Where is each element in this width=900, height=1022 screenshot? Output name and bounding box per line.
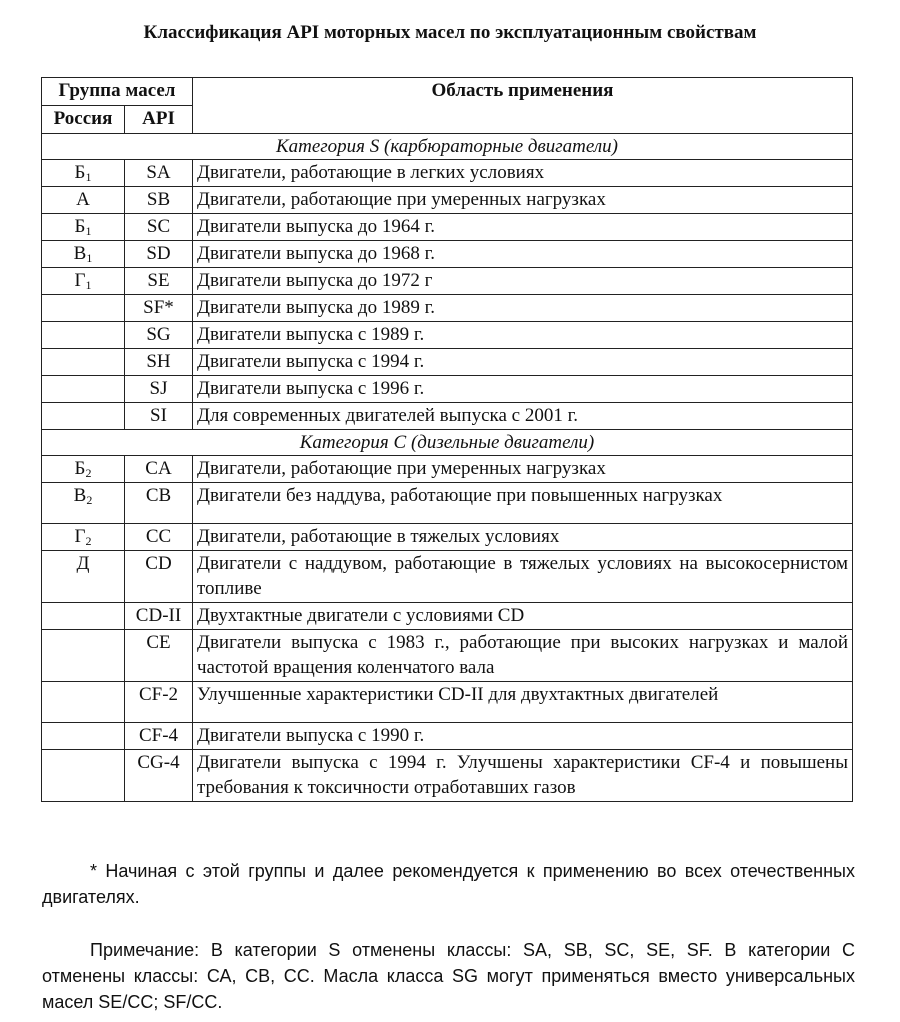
cell-application: Двигатели, работающие в тяжелых условиях bbox=[193, 524, 853, 551]
cell-api-class: SJ bbox=[125, 376, 193, 403]
document-title: Классификация API моторных масел по эксплуатационным свойствам bbox=[143, 22, 757, 43]
cell-application: Двигатели без наддува, работающие при повышенных нагрузках bbox=[193, 483, 853, 524]
cell-api-class: SE bbox=[125, 268, 193, 295]
cell-russia: $Г_1$ bbox=[42, 268, 125, 295]
cell-application: Двигатели выпуска до 1968 г. bbox=[193, 241, 853, 268]
cell-russia: А bbox=[42, 187, 125, 214]
cell-application: Двигатели выпуска с 1983 г., работающие при высоких нагрузках и малой частотой вращения коленчатого вала bbox=[193, 630, 853, 682]
cell-application: Улучшенные характеристики CD-II для двухтактных двигателей bbox=[193, 682, 853, 723]
cell-application: Двигатели, работающие в легких условиях bbox=[193, 160, 853, 187]
header-oil-group: Группа масел bbox=[42, 78, 193, 106]
cell-application: Двигатели, работающие при умеренных нагрузках bbox=[193, 456, 853, 483]
cell-api-class: CF-2 bbox=[125, 682, 193, 723]
cell-application: Двигатели выпуска до 1964 г. bbox=[193, 214, 853, 241]
cell-api-class: SD bbox=[125, 241, 193, 268]
cell-russia: Д bbox=[42, 551, 125, 603]
cell-application: Для современных двигателей выпуска с 2001 г. bbox=[193, 403, 853, 430]
cell-application: Двигатели выпуска до 1989 г. bbox=[193, 295, 853, 322]
cell-api-class: SI bbox=[125, 403, 193, 430]
cell-application: Двигатели выпуска с 1996 г. bbox=[193, 376, 853, 403]
cell-api-class: CD bbox=[125, 551, 193, 603]
header-application-area: Область применения bbox=[193, 78, 853, 134]
cell-russia bbox=[42, 630, 125, 682]
cell-api-class: SA bbox=[125, 160, 193, 187]
cell-russia: $Б_2$ bbox=[42, 456, 125, 483]
cell-russia bbox=[42, 349, 125, 376]
cell-application: Двухтактные двигатели с условиями CD bbox=[193, 603, 853, 630]
cell-api-class: SF* bbox=[125, 295, 193, 322]
cell-application: Двигатели выпуска до 1972 г bbox=[193, 268, 853, 295]
footnote: * Начиная с этой группы и далее рекомендуется к применению во всех отечественных двигателях. bbox=[42, 861, 855, 907]
cell-api-class: CG-4 bbox=[125, 750, 193, 802]
cell-api-class: CC bbox=[125, 524, 193, 551]
cell-russia bbox=[42, 376, 125, 403]
cell-russia: $Б_1$ bbox=[42, 214, 125, 241]
cell-russia bbox=[42, 295, 125, 322]
cell-application: Двигатели выпуска с 1989 г. bbox=[193, 322, 853, 349]
cell-russia bbox=[42, 603, 125, 630]
category-s-heading: Категория S (карбюраторные двигатели) bbox=[42, 134, 853, 160]
cell-api-class: CB bbox=[125, 483, 193, 524]
cell-application: Двигатели выпуска с 1994 г. bbox=[193, 349, 853, 376]
cell-api-class: CF-4 bbox=[125, 723, 193, 750]
header-russia: Россия bbox=[42, 106, 125, 134]
cell-russia bbox=[42, 723, 125, 750]
api-classification-table bbox=[41, 77, 853, 802]
cell-api-class: SC bbox=[125, 214, 193, 241]
cell-api-class: CD-II bbox=[125, 603, 193, 630]
cell-russia bbox=[42, 750, 125, 802]
cell-application: Двигатели с наддувом, работающие в тяжелых условиях на высокосернистом топливе bbox=[193, 551, 853, 603]
cell-api-class: SH bbox=[125, 349, 193, 376]
cell-application: Двигатели выпуска с 1990 г. bbox=[193, 723, 853, 750]
cell-api-class: CA bbox=[125, 456, 193, 483]
cell-api-class: CE bbox=[125, 630, 193, 682]
cell-application: Двигатели выпуска с 1994 г. Улучшены характеристики CF-4 и повышены требования к токсичности отработавших газов bbox=[193, 750, 853, 802]
cell-api-class: SB bbox=[125, 187, 193, 214]
note: Примечание: В категории S отменены классы: SA, SB, SC, SE, SF. В категории С отменены классы: СА, СВ, СС. Масла класса SG могут применяться вместо универсальных масел SE/CC; SF/CC. bbox=[42, 940, 855, 1012]
cell-russia: $В_2$ bbox=[42, 483, 125, 524]
cell-russia: $Б_1$ bbox=[42, 160, 125, 187]
cell-russia bbox=[42, 403, 125, 430]
category-c-heading: Категория С (дизельные двигатели) bbox=[42, 430, 853, 456]
cell-russia bbox=[42, 322, 125, 349]
cell-russia: $В_1$ bbox=[42, 241, 125, 268]
cell-russia bbox=[42, 682, 125, 723]
cell-russia: $Г_2$ bbox=[42, 524, 125, 551]
header-api: API bbox=[125, 106, 193, 134]
cell-api-class: SG bbox=[125, 322, 193, 349]
cell-application: Двигатели, работающие при умеренных нагрузках bbox=[193, 187, 853, 214]
